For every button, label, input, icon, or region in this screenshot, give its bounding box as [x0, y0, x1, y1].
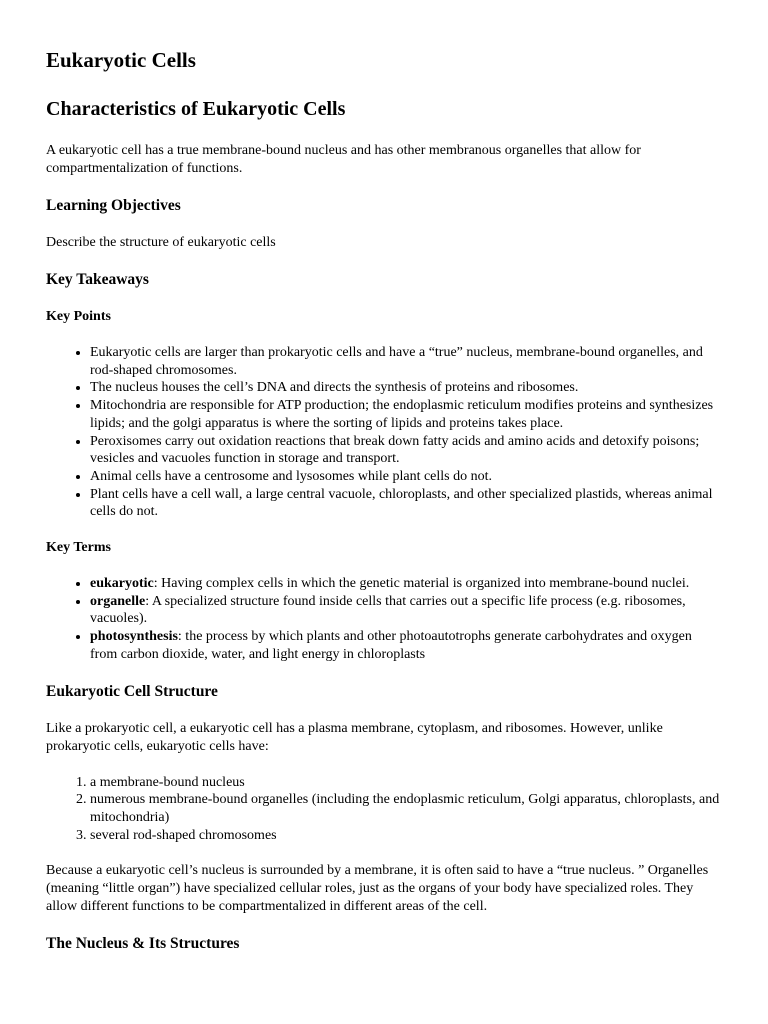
cell-structure-heading: Eukaryotic Cell Structure	[46, 682, 218, 700]
list-item	[90, 628, 722, 663]
page-title: Eukaryotic Cells	[46, 48, 196, 72]
key-terms-heading: Key Terms	[46, 540, 111, 556]
cell-structure-list	[46, 774, 722, 845]
term-definition: : Having complex cells in which the genetic material is organized into membrane-bound nuclei.	[153, 576, 690, 592]
term-definition: : the process by which plants and other photoautotrophs generate carbohydrates and oxygen from carbon dioxide, water, and light energy in chloroplasts	[90, 629, 692, 662]
intro-paragraph: A eukaryotic cell has a true membrane-bound nucleus and has other membranous organelles that allow for compartmentalization of functions.	[46, 143, 641, 176]
key-terms-list	[46, 575, 722, 664]
term-definition: : A specialized structure found inside cells that carries out a specific life process (e.g. ribosomes, vacuoles).	[90, 593, 686, 627]
key-points-heading: Key Points	[46, 309, 111, 324]
list-item: • Plant cells have a cell wall, a large central vacuole, chloroplasts, and other specialized plastids, whereas animal cells do not.	[90, 486, 722, 521]
learning-objectives-text: Describe the structure of eukaryotic cells	[46, 235, 276, 250]
key-points-list	[46, 344, 722, 521]
list-item	[90, 575, 722, 593]
term-name: photosynthesis	[90, 629, 178, 645]
list-item: 3. several rod-shaped chromosomes	[90, 827, 722, 845]
list-item: • Eukaryotic cells are larger than prokaryotic cells and have a “true” nucleus, membrane-bound organelles, and rod-shaped chromosomes.	[90, 344, 722, 379]
cell-structure-intro: Like a prokaryotic cell, a eukaryotic cell has a plasma membrane, cytoplasm, and ribosomes. However, unlike prokaryotic cells, eukaryotic cells have:	[46, 720, 663, 754]
cell-structure-closing: Because a eukaryotic cell’s nucleus is surrounded by a membrane, it is often said to have a “true nucleus. ” Organelles (meaning “little organ”) have specialized cellular roles, just as the organs of your body have specialized roles. They allow different functions to be compartmentalized in different areas of the cell.	[46, 863, 709, 915]
section-title: Characteristics of Eukaryotic Cells	[46, 98, 346, 120]
list-item: 2. numerous membrane-bound organelles (including the endoplasmic reticulum, Golgi apparatus, chloroplasts, and mitochondria)	[90, 791, 722, 826]
list-item: • Peroxisomes carry out oxidation reactions that break down fatty acids and amino acids and detoxify poisons; vesicles and vacuoles function in storage and transport.	[90, 433, 722, 468]
learning-objectives-heading: Learning Objectives	[46, 197, 181, 214]
list-item: • Mitochondria are responsible for ATP production; the endoplasmic reticulum modifies proteins and synthesizes lipids; and the golgi apparatus is where the sorting of lipids and proteins takes place.	[90, 397, 722, 432]
nucleus-heading: The Nucleus & Its Structures	[46, 935, 240, 953]
term-name: eukaryotic	[90, 576, 154, 592]
key-takeaways-heading: Key Takeaways	[46, 271, 149, 288]
list-item: • The nucleus houses the cell’s DNA and directs the synthesis of proteins and ribosomes.	[90, 379, 722, 397]
list-item: 1. a membrane-bound nucleus	[90, 774, 722, 792]
list-item	[90, 593, 722, 628]
term-name: organelle	[90, 593, 146, 609]
list-item: • Animal cells have a centrosome and lysosomes while plant cells do not.	[90, 468, 722, 486]
